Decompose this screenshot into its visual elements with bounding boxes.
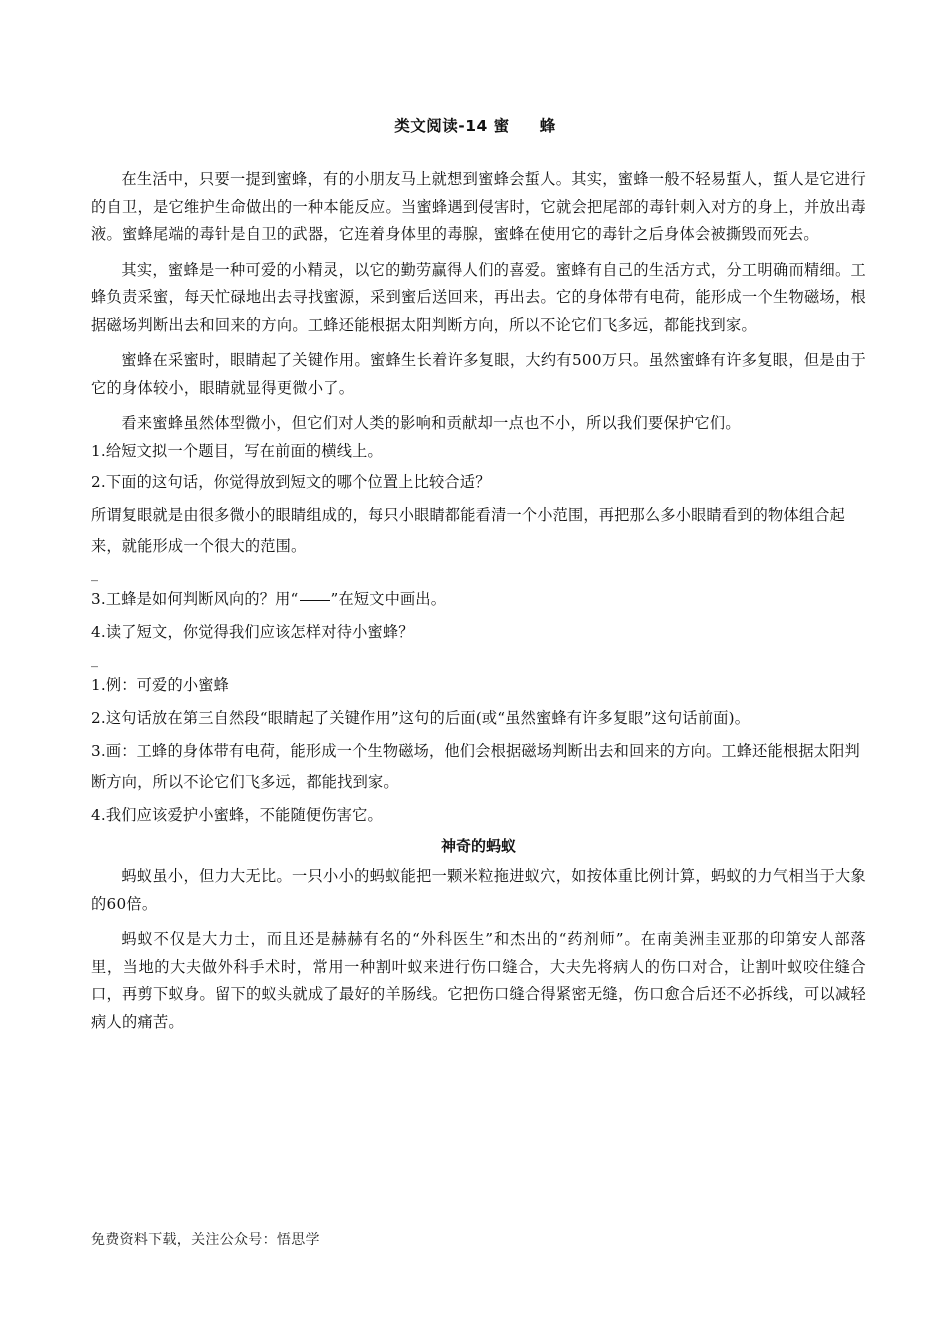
question-2-sentence: 所谓复眼就是由很多微小的眼睛组成的，每只小眼睛都能看清一个小范围，再把那么多小眼睛看到的物体组合起来，就能形成一个很大的范围。: [91, 506, 845, 555]
answer-3: 3.画：工蜂的身体带有电荷，能形成一个生物磁场，他们会根据磁场判断出去和回来的方向。工蜂还能根据太阳判断方向，所以不论它们飞多远，都能找到家。: [91, 742, 860, 791]
question-4: 4.读了短文，你觉得我们应该怎样对待小蜜蜂？: [91, 623, 414, 641]
paragraph: 蚂蚁虽小，但力大无比。一只小小的蚂蚁能把一颗米粒拖进蚁穴，如按体重比例计算，蚂蚁的力气相当于大象的60倍。: [91, 867, 866, 913]
question-3-after: ”在短文中画出。: [330, 590, 447, 608]
answer-4: 4.我们应该爱护小蜜蜂，不能随便伤害它。: [91, 806, 383, 824]
article-title: [0, 114, 950, 136]
article-title-tail: 蜂: [539, 117, 556, 135]
answer-2: 2.这句话放在第三自然段“眼睛起了关键作用”这句的后面(或“虽然蜜蜂有许多复眼”这句话前面)。: [91, 709, 751, 727]
footer-note: 免费资料下载，关注公众号：悟思学: [91, 1232, 320, 1248]
article-2-title: 神奇的蚂蚁: [440, 837, 516, 855]
article-title-main: 类文阅读-14 蜜: [394, 117, 510, 135]
paragraph: 蚂蚁不仅是大力士，而且还是赫赫有名的“外科医生”和杰出的“药剂师”。在南美洲圭亚那的印第安人部落里，当地的大夫做外科手术时，常用一种割叶蚁来进行伤口缝合，大夫先将病人的伤口对合，让割叶蚁咬住缝合口，再剪下蚁身。留下的蚁头就成了最好的羊肠线。它把伤口缝合得紧密无缝，伤口愈合后还不必拆线，可以减轻病人的痛苦。: [91, 930, 866, 1031]
answer-blank-line: _: [91, 652, 98, 668]
paragraph: 在生活中，只要一提到蜜蜂，有的小朋友马上就想到蜜蜂会蜇人。其实，蜜蜂一般不轻易蜇人，蜇人是它进行的自卫，是它维护生命做出的一种本能反应。当蜜蜂遇到侵害时，它就会把尾部的毒针刺入对方的身上，并放出毒液。蜜蜂尾端的毒针是自卫的武器，它连着身体里的毒腺，蜜蜂在使用它的毒针之后身体会被撕毁而死去。: [91, 170, 866, 243]
paragraph: 蜜蜂在采蜜时，眼睛起了关键作用。蜜蜂生长着许多复眼，大约有500万只。虽然蜜蜂有许多复眼，但是由于它的身体较小，眼睛就显得更微小了。: [91, 351, 866, 397]
question-1: 1.给短文拟一个题目，写在前面的横线上。: [91, 441, 383, 460]
question-2: 2.下面的这句话，你觉得放到短文的哪个位置上比较合适？: [91, 473, 491, 491]
underline-blank: [300, 599, 330, 601]
document-body: [91, 166, 866, 1044]
question-3-before: 3.工蜂是如何判断风向的？用“: [91, 590, 299, 608]
paragraph: 其实，蜜蜂是一种可爱的小精灵，以它的勤劳赢得人们的喜爱。蜜蜂有自己的生活方式，分工明确而精细。工蜂负责采蜜，每天忙碌地出去寻找蜜源，采到蜜后送回来，再出去。它的身体带有电荷，能形成一个生物磁场，根据磁场判断出去和回来的方向。工蜂还能根据太阳判断方向，所以不论它们飞多远，都能找到家。: [91, 260, 866, 334]
answer-blank-line: _: [91, 566, 98, 582]
question-3: [91, 584, 866, 615]
paragraph: 看来蜜蜂虽然体型微小，但它们对人类的影响和贡献却一点也不小，所以我们要保护它们。: [121, 414, 741, 432]
answer-1: 1.例：可爱的小蜜蜂: [91, 676, 229, 694]
